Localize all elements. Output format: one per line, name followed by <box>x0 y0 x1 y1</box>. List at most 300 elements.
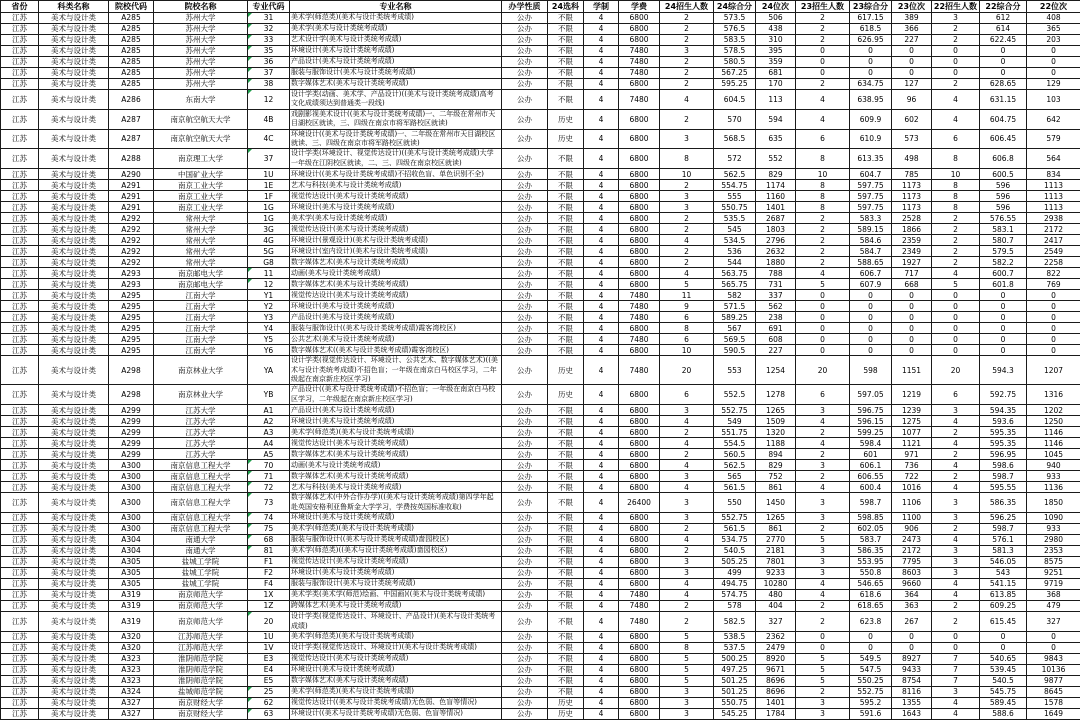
cell: 598.7 <box>980 471 1027 482</box>
table-row <box>1 438 1080 449</box>
cell: 4 <box>584 312 619 323</box>
college-name-cell: 苏州大学 <box>154 57 248 68</box>
major-code-cell: 11 <box>248 268 290 279</box>
table-row <box>1 513 1080 524</box>
cell: 5 <box>660 631 714 642</box>
college-name-cell: 南京信息工程大学 <box>154 493 248 513</box>
cell: 江苏 <box>1 686 39 697</box>
cell: 4 <box>584 664 619 675</box>
cell: 美术与设计类 <box>39 653 109 664</box>
college-code-cell: A300 <box>109 460 154 471</box>
major-code-cell: Y6 <box>248 345 290 356</box>
cell: 2528 <box>892 213 932 224</box>
cell: 0 <box>932 642 980 653</box>
cell: 363 <box>892 601 932 612</box>
college-code-cell: A291 <box>109 191 154 202</box>
cell: 552.75 <box>714 513 756 524</box>
cell: 4 <box>932 90 980 110</box>
major-code-cell: 4G <box>248 235 290 246</box>
cell: 610.9 <box>850 129 892 149</box>
cell: 不限 <box>548 524 584 535</box>
major-code-cell: A3 <box>248 427 290 438</box>
column-header-13: 23招生人数 <box>796 1 850 13</box>
cell: 不限 <box>548 334 584 345</box>
cell: 美术与设计类 <box>39 427 109 438</box>
cell: 1219 <box>892 385 932 405</box>
cell: 170 <box>756 79 796 90</box>
cell: 2 <box>796 449 850 460</box>
cell: 359 <box>756 57 796 68</box>
cell: 3 <box>660 202 714 213</box>
cell: 公办 <box>502 493 548 513</box>
cell: 江苏 <box>1 708 39 719</box>
cell: 江苏 <box>1 449 39 460</box>
cell: 4 <box>796 590 850 601</box>
major-name-cell: 产品设计((美术与设计类统考成绩)不招色盲；一年级在南京白马校区学习，二年级起在南京新庄校区学习) <box>290 385 502 405</box>
cell: 7801 <box>756 557 796 568</box>
column-header-11: 24综合分 <box>714 1 756 13</box>
cell: 江苏 <box>1 664 39 675</box>
college-name-cell: 江南大学 <box>154 334 248 345</box>
cell: 612 <box>980 13 1027 24</box>
table-row <box>1 416 1080 427</box>
college-name-cell: 南京邮电大学 <box>154 268 248 279</box>
college-name-cell: 江苏大学 <box>154 427 248 438</box>
cell: 535.5 <box>714 213 756 224</box>
cell: 0 <box>796 57 850 68</box>
cell: 美术与设计类 <box>39 235 109 246</box>
cell: 552 <box>756 149 796 169</box>
cell: 0 <box>796 323 850 334</box>
major-name-cell: 环境设计(美术与设计类统考成绩) <box>290 202 502 213</box>
major-code-cell: 32 <box>248 24 290 35</box>
cell: 933 <box>1027 471 1080 482</box>
cell: 545.75 <box>980 686 1027 697</box>
cell: 594 <box>756 109 796 129</box>
major-name-cell: 环境设计(美术与设计类统考成绩) <box>290 513 502 524</box>
cell: 544 <box>714 257 756 268</box>
cell: 6800 <box>619 708 660 719</box>
cell: 582.5 <box>714 612 756 632</box>
cell: 1265 <box>756 405 796 416</box>
cell: 不限 <box>548 675 584 686</box>
college-code-cell: A324 <box>109 686 154 697</box>
cell: 769 <box>1027 279 1080 290</box>
cell: 579.5 <box>980 246 1027 257</box>
cell: 4 <box>660 535 714 546</box>
major-code-cell: Y5 <box>248 334 290 345</box>
cell: 6800 <box>619 268 660 279</box>
table-row <box>1 46 1080 57</box>
cell: 3 <box>932 568 980 579</box>
cell: 562 <box>756 301 796 312</box>
cell: 公办 <box>502 35 548 46</box>
cell: 4 <box>796 579 850 590</box>
cell: 540.5 <box>980 675 1027 686</box>
cell: 4 <box>932 482 980 493</box>
college-name-cell: 江苏师范大学 <box>154 642 248 653</box>
cell: 1113 <box>1027 191 1080 202</box>
cell: 127 <box>892 79 932 90</box>
college-name-cell: 南京财经大学 <box>154 708 248 719</box>
cell: 7480 <box>619 612 660 632</box>
major-code-cell: F1 <box>248 557 290 568</box>
cell: 597.05 <box>850 385 892 405</box>
cell: 4 <box>932 579 980 590</box>
college-code-cell: A288 <box>109 149 154 169</box>
cell: 3 <box>796 493 850 513</box>
cell: 5 <box>660 664 714 675</box>
column-header-5: 专业名称 <box>290 1 502 13</box>
major-name-cell: 视觉传达设计(美术与设计类统考成绩) <box>290 224 502 235</box>
college-code-cell: A291 <box>109 180 154 191</box>
table-row <box>1 290 1080 301</box>
cell: 公办 <box>502 149 548 169</box>
cell: 历史 <box>548 697 584 708</box>
cell: 6800 <box>619 460 660 471</box>
cell: 6800 <box>619 675 660 686</box>
cell: 美术与设计类 <box>39 257 109 268</box>
cell: 736 <box>892 460 932 471</box>
cell: 113 <box>756 90 796 110</box>
cell: 0 <box>1027 345 1080 356</box>
major-name-cell: 数字媒体艺术((美术与设计类统考成绩)霞客湾校区) <box>290 345 502 356</box>
cell: 596 <box>980 202 1027 213</box>
cell: 0 <box>932 345 980 356</box>
major-name-cell: 设计学类(环境设计、视觉传达设计)((美术与设计类统考成绩)大学一年级在江阴校区就读，二、三、四级在南京校区就读) <box>290 149 502 169</box>
cell: 4 <box>584 460 619 471</box>
cell: 公办 <box>502 482 548 493</box>
cell: 4 <box>584 405 619 416</box>
cell: 1254 <box>756 356 796 385</box>
cell: 公办 <box>502 416 548 427</box>
table-row <box>1 405 1080 416</box>
cell: 江苏 <box>1 46 39 57</box>
cell: 不限 <box>548 460 584 471</box>
college-name-cell: 南京信息工程大学 <box>154 460 248 471</box>
cell: 1173 <box>892 202 932 213</box>
cell: 江苏 <box>1 301 39 312</box>
cell: 1202 <box>1027 405 1080 416</box>
cell: 1113 <box>1027 180 1080 191</box>
cell: 2 <box>796 13 850 24</box>
cell: 598.7 <box>850 493 892 513</box>
college-code-cell: A300 <box>109 482 154 493</box>
major-name-cell: 服装与服饰设计(美术与设计类统考成绩) <box>290 579 502 590</box>
cell: 598.4 <box>850 438 892 449</box>
cell: 501.25 <box>714 675 756 686</box>
cell: 7480 <box>619 57 660 68</box>
major-code-cell: E3 <box>248 653 290 664</box>
cell: 不限 <box>548 290 584 301</box>
cell: 600.4 <box>850 482 892 493</box>
cell: 江苏 <box>1 590 39 601</box>
cell: 公办 <box>502 427 548 438</box>
cell: 江苏 <box>1 224 39 235</box>
college-name-cell: 苏州大学 <box>154 79 248 90</box>
cell: 江苏 <box>1 405 39 416</box>
table-row <box>1 301 1080 312</box>
cell: 江苏 <box>1 471 39 482</box>
cell: 不限 <box>548 438 584 449</box>
cell: 6800 <box>619 180 660 191</box>
cell: 2 <box>660 213 714 224</box>
cell: 567.25 <box>714 68 756 79</box>
cell: 8 <box>796 191 850 202</box>
cell: 4 <box>660 590 714 601</box>
cell: 602 <box>892 109 932 129</box>
column-header-15: 23位次 <box>892 1 932 13</box>
cell: 2 <box>660 24 714 35</box>
cell: 4 <box>796 416 850 427</box>
college-code-cell: A299 <box>109 416 154 427</box>
cell: 4 <box>584 79 619 90</box>
cell: 0 <box>796 68 850 79</box>
cell: 8 <box>796 149 850 169</box>
cell: 601.8 <box>980 279 1027 290</box>
major-name-cell: 美术学(美术与设计类统考成绩) <box>290 24 502 35</box>
table-row <box>1 601 1080 612</box>
cell: 4 <box>584 268 619 279</box>
cell: 1578 <box>1027 697 1080 708</box>
cell: 717 <box>892 268 932 279</box>
cell: 6800 <box>619 664 660 675</box>
cell: 4 <box>584 675 619 686</box>
cell: 822 <box>1027 268 1080 279</box>
cell: 公办 <box>502 68 548 79</box>
cell: 8 <box>932 202 980 213</box>
cell: 9 <box>660 301 714 312</box>
cell: 2 <box>796 686 850 697</box>
cell: 579 <box>1027 129 1080 149</box>
cell: 6800 <box>619 405 660 416</box>
cell: 公办 <box>502 631 548 642</box>
cell: 564 <box>1027 149 1080 169</box>
cell: 2 <box>932 471 980 482</box>
cell: 4 <box>584 109 619 129</box>
cell: 11 <box>660 290 714 301</box>
major-code-cell: 73 <box>248 493 290 513</box>
major-code-cell: 63 <box>248 708 290 719</box>
cell: 550 <box>714 493 756 513</box>
cell: 1239 <box>892 405 932 416</box>
cell: 5 <box>796 653 850 664</box>
cell: 7480 <box>619 90 660 110</box>
cell: 4 <box>584 213 619 224</box>
cell: 594.35 <box>980 405 1027 416</box>
cell: 1401 <box>756 202 796 213</box>
cell: 不限 <box>548 513 584 524</box>
table-row <box>1 675 1080 686</box>
cell: 美术与设计类 <box>39 631 109 642</box>
cell: 公办 <box>502 385 548 405</box>
cell: 美术与设计类 <box>39 35 109 46</box>
cell: 公办 <box>502 13 548 24</box>
college-name-cell: 江苏大学 <box>154 438 248 449</box>
cell: 0 <box>932 312 980 323</box>
cell: 7480 <box>619 46 660 57</box>
college-code-cell: A285 <box>109 24 154 35</box>
cell: 2 <box>660 612 714 632</box>
college-code-cell: A304 <box>109 546 154 557</box>
cell: 2172 <box>892 546 932 557</box>
cell: 6800 <box>619 385 660 405</box>
cell: 美术与设计类 <box>39 460 109 471</box>
cell: 4 <box>932 535 980 546</box>
major-name-cell: 服装与服饰设计((美术与设计类统考成绩)啬园校区) <box>290 535 502 546</box>
college-name-cell: 南京财经大学 <box>154 697 248 708</box>
cell: 588.6 <box>980 708 1027 719</box>
cell: 江苏 <box>1 246 39 257</box>
cell: 0 <box>796 301 850 312</box>
cell: 6800 <box>619 513 660 524</box>
cell: 2 <box>932 449 980 460</box>
cell: 4 <box>932 109 980 129</box>
cell: 0 <box>980 46 1027 57</box>
cell: 2417 <box>1027 235 1080 246</box>
cell: 不限 <box>548 405 584 416</box>
cell: 549.5 <box>850 653 892 664</box>
cell: 4 <box>584 471 619 482</box>
cell: 美术与设计类 <box>39 180 109 191</box>
cell: 0 <box>850 57 892 68</box>
cell: 752 <box>756 471 796 482</box>
cell: 4 <box>584 180 619 191</box>
cell: 103 <box>1027 90 1080 110</box>
cell: 0 <box>892 631 932 642</box>
cell: 6800 <box>619 557 660 568</box>
cell: 4 <box>584 290 619 301</box>
cell: 4 <box>584 601 619 612</box>
major-code-cell: Y4 <box>248 323 290 334</box>
cell: 不限 <box>548 493 584 513</box>
cell: 4 <box>584 590 619 601</box>
cell: 8696 <box>756 675 796 686</box>
cell: 美术与设计类 <box>39 109 109 129</box>
cell: 公办 <box>502 90 548 110</box>
cell: 0 <box>932 631 980 642</box>
cell: 731 <box>756 279 796 290</box>
cell: 4 <box>660 268 714 279</box>
cell: 2632 <box>756 246 796 257</box>
cell: 公办 <box>502 405 548 416</box>
cell: 6800 <box>619 438 660 449</box>
cell: 537.5 <box>714 642 756 653</box>
table-row <box>1 653 1080 664</box>
cell: 10 <box>660 345 714 356</box>
cell: 2 <box>932 601 980 612</box>
cell: 2 <box>796 224 850 235</box>
major-name-cell: 数字媒体艺术(美术与设计类统考成绩) <box>290 675 502 686</box>
cell: 0 <box>892 301 932 312</box>
major-code-cell: 70 <box>248 460 290 471</box>
cell: 0 <box>980 334 1027 345</box>
cell: 6 <box>796 129 850 149</box>
cell: 1160 <box>756 191 796 202</box>
cell: 595.35 <box>980 427 1027 438</box>
cell: 公办 <box>502 46 548 57</box>
cell: 691 <box>756 323 796 334</box>
college-code-cell: A291 <box>109 202 154 213</box>
table-row <box>1 664 1080 675</box>
cell: 3 <box>796 546 850 557</box>
cell: 美术与设计类 <box>39 482 109 493</box>
cell: 499 <box>714 568 756 579</box>
major-name-cell: 环境设计(美术与设计类统考成绩) <box>290 416 502 427</box>
cell: 4 <box>932 708 980 719</box>
cell: 0 <box>980 301 1027 312</box>
cell: 506 <box>756 13 796 24</box>
column-header-16: 22招生人数 <box>932 1 980 13</box>
cell: 美术与设计类 <box>39 590 109 601</box>
cell: 不限 <box>548 257 584 268</box>
cell: 0 <box>1027 323 1080 334</box>
major-code-cell: A1 <box>248 405 290 416</box>
cell: 0 <box>1027 68 1080 79</box>
major-code-cell: 20 <box>248 612 290 632</box>
cell: 7 <box>932 675 980 686</box>
column-header-12: 24位次 <box>756 1 796 13</box>
cell: 公办 <box>502 524 548 535</box>
cell: 602.05 <box>850 524 892 535</box>
cell: 563.75 <box>714 268 756 279</box>
cell: 江苏 <box>1 68 39 79</box>
cell: 公办 <box>502 642 548 653</box>
cell: 597.75 <box>850 202 892 213</box>
column-header-3: 院校名称 <box>154 1 248 13</box>
college-name-cell: 江苏大学 <box>154 405 248 416</box>
major-code-cell: 1E <box>248 180 290 191</box>
cell: 0 <box>796 345 850 356</box>
table-row <box>1 13 1080 24</box>
cell: 美术与设计类 <box>39 224 109 235</box>
cell: 26400 <box>619 493 660 513</box>
major-code-cell: YB <box>248 385 290 405</box>
cell: 2 <box>660 13 714 24</box>
cell: 公办 <box>502 301 548 312</box>
cell: 4 <box>932 697 980 708</box>
cell: 638.95 <box>850 90 892 110</box>
cell: 6800 <box>619 568 660 579</box>
cell: 不限 <box>548 612 584 632</box>
cell: 6800 <box>619 345 660 356</box>
cell: 623.8 <box>850 612 892 632</box>
cell: 3 <box>796 405 850 416</box>
college-name-cell: 淮阴师范学院 <box>154 653 248 664</box>
cell: 310 <box>756 35 796 46</box>
college-name-cell: 江苏师范大学 <box>154 631 248 642</box>
cell: 3 <box>660 708 714 719</box>
cell: 0 <box>796 642 850 653</box>
cell: 582.2 <box>980 257 1027 268</box>
cell: 971 <box>892 449 932 460</box>
cell: 2362 <box>756 631 796 642</box>
cell: 2 <box>932 213 980 224</box>
cell: 不限 <box>548 224 584 235</box>
college-code-cell: A327 <box>109 697 154 708</box>
cell: 江苏 <box>1 312 39 323</box>
cell: 5 <box>660 653 714 664</box>
cell: 0 <box>932 323 980 334</box>
cell: 1866 <box>892 224 932 235</box>
cell: 不限 <box>548 664 584 675</box>
column-header-17: 22综合分 <box>980 1 1027 13</box>
cell: 江苏 <box>1 129 39 149</box>
college-name-cell: 江南大学 <box>154 301 248 312</box>
cell: 583.5 <box>714 35 756 46</box>
cell: 552.75 <box>850 686 892 697</box>
cell: 4 <box>584 482 619 493</box>
